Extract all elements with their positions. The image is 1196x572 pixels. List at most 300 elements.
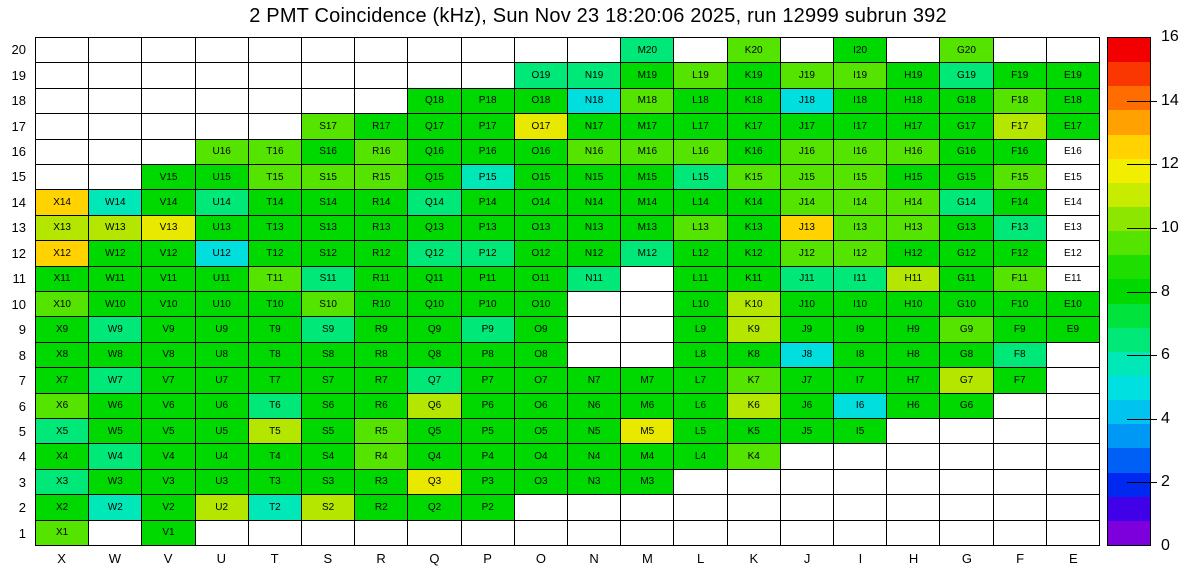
pmt-cell-T13: T13 (249, 216, 302, 241)
colorbar-band (1108, 304, 1150, 328)
pmt-cell-X1: X1 (36, 521, 89, 546)
pmt-cell-T16: T16 (249, 140, 302, 165)
empty-cell (36, 63, 89, 88)
pmt-cell-U3: U3 (196, 470, 249, 495)
empty-cell (142, 114, 195, 139)
pmt-cell-O9: O9 (515, 317, 568, 342)
colorbar-band (1108, 424, 1150, 448)
pmt-cell-U16: U16 (196, 140, 249, 165)
empty-cell (621, 292, 674, 317)
y-tick-label: 2 (18, 500, 26, 516)
empty-cell (355, 89, 408, 114)
pmt-cell-O5: O5 (515, 419, 568, 444)
empty-cell (89, 140, 142, 165)
pmt-cell-P17: P17 (462, 114, 515, 139)
empty-cell (994, 419, 1047, 444)
pmt-cell-U5: U5 (196, 419, 249, 444)
pmt-cell-U15: U15 (196, 165, 249, 190)
pmt-cell-I14: I14 (834, 190, 887, 215)
y-tick-label: 3 (18, 474, 26, 490)
x-tick-label: F (1016, 550, 1025, 566)
empty-cell (196, 89, 249, 114)
pmt-cell-W5: W5 (89, 419, 142, 444)
y-tick-label: 17 (11, 118, 26, 134)
pmt-cell-M5: M5 (621, 419, 674, 444)
empty-cell (1047, 38, 1100, 63)
empty-cell (515, 495, 568, 520)
empty-cell (36, 89, 89, 114)
empty-cell (142, 140, 195, 165)
pmt-cell-K4: K4 (728, 444, 781, 469)
pmt-cell-X4: X4 (36, 444, 89, 469)
pmt-cell-O13: O13 (515, 216, 568, 241)
pmt-cell-R4: R4 (355, 444, 408, 469)
y-tick-label: 15 (11, 169, 26, 185)
pmt-cell-T15: T15 (249, 165, 302, 190)
pmt-cell-W8: W8 (89, 343, 142, 368)
empty-cell (674, 521, 727, 546)
plot-title: 2 PMT Coincidence (kHz), Sun Nov 23 18:20:06 2025, run 12999 subrun 392 (249, 5, 947, 27)
pmt-cell-Q4: Q4 (408, 444, 461, 469)
pmt-cell-E18: E18 (1047, 89, 1100, 114)
pmt-cell-K20: K20 (728, 38, 781, 63)
pmt-cell-W6: W6 (89, 394, 142, 419)
pmt-cell-F17: F17 (994, 114, 1047, 139)
pmt-cell-M17: M17 (621, 114, 674, 139)
pmt-cell-W14: W14 (89, 190, 142, 215)
pmt-cell-I9: I9 (834, 317, 887, 342)
x-tick-label: X (57, 550, 66, 566)
pmt-cell-W13: W13 (89, 216, 142, 241)
pmt-cell-O8: O8 (515, 343, 568, 368)
pmt-cell-H17: H17 (887, 114, 940, 139)
pmt-cell-V3: V3 (142, 470, 195, 495)
pmt-cell-U11: U11 (196, 267, 249, 292)
pmt-cell-O7: O7 (515, 368, 568, 393)
empty-cell (196, 521, 249, 546)
empty-cell (408, 38, 461, 63)
pmt-cell-P12: P12 (462, 241, 515, 266)
empty-cell (196, 63, 249, 88)
empty-cell (568, 495, 621, 520)
pmt-cell-J5: J5 (781, 419, 834, 444)
pmt-cell-P5: P5 (462, 419, 515, 444)
pmt-cell-K18: K18 (728, 89, 781, 114)
x-tick-label: R (376, 550, 386, 566)
pmt-cell-O15: O15 (515, 165, 568, 190)
pmt-cell-O12: O12 (515, 241, 568, 266)
pmt-cell-E19: E19 (1047, 63, 1100, 88)
pmt-cell-G13: G13 (940, 216, 993, 241)
pmt-cell-X10: X10 (36, 292, 89, 317)
pmt-cell-N12: N12 (568, 241, 621, 266)
pmt-cell-P2: P2 (462, 495, 515, 520)
pmt-cell-J14: J14 (781, 190, 834, 215)
pmt-cell-G15: G15 (940, 165, 993, 190)
pmt-cell-E16: E16 (1047, 140, 1100, 165)
pmt-cell-R13: R13 (355, 216, 408, 241)
empty-cell (994, 38, 1047, 63)
pmt-cell-S9: S9 (302, 317, 355, 342)
pmt-cell-R3: R3 (355, 470, 408, 495)
pmt-cell-Q9: Q9 (408, 317, 461, 342)
empty-cell (1047, 521, 1100, 546)
empty-cell (568, 38, 621, 63)
empty-cell (994, 495, 1047, 520)
pmt-cell-U13: U13 (196, 216, 249, 241)
pmt-cell-X9: X9 (36, 317, 89, 342)
empty-cell (621, 521, 674, 546)
empty-cell (781, 495, 834, 520)
empty-cell (1047, 495, 1100, 520)
pmt-cell-U2: U2 (196, 495, 249, 520)
pmt-cell-N15: N15 (568, 165, 621, 190)
pmt-cell-I13: I13 (834, 216, 887, 241)
pmt-cell-F15: F15 (994, 165, 1047, 190)
pmt-cell-Q10: Q10 (408, 292, 461, 317)
pmt-cell-H10: H10 (887, 292, 940, 317)
pmt-cell-I6: I6 (834, 394, 887, 419)
y-tick-label: 13 (11, 220, 26, 236)
pmt-cell-E15: E15 (1047, 165, 1100, 190)
pmt-cell-Q11: Q11 (408, 267, 461, 292)
pmt-cell-H16: H16 (887, 140, 940, 165)
pmt-cell-J10: J10 (781, 292, 834, 317)
pmt-cell-F19: F19 (994, 63, 1047, 88)
empty-cell (515, 38, 568, 63)
empty-cell (1047, 444, 1100, 469)
pmt-cell-J19: J19 (781, 63, 834, 88)
pmt-cell-F9: F9 (994, 317, 1047, 342)
empty-cell (142, 38, 195, 63)
pmt-cell-T8: T8 (249, 343, 302, 368)
pmt-cell-V4: V4 (142, 444, 195, 469)
empty-cell (994, 444, 1047, 469)
y-tick-label: 6 (18, 398, 26, 414)
pmt-cell-K19: K19 (728, 63, 781, 88)
pmt-cell-G11: G11 (940, 267, 993, 292)
pmt-cell-S16: S16 (302, 140, 355, 165)
pmt-cell-T3: T3 (249, 470, 302, 495)
empty-cell (1047, 470, 1100, 495)
empty-cell (621, 317, 674, 342)
x-axis-column-labels (35, 549, 1100, 567)
pmt-cell-L12: L12 (674, 241, 727, 266)
pmt-cell-V11: V11 (142, 267, 195, 292)
pmt-cell-S10: S10 (302, 292, 355, 317)
pmt-cell-E9: E9 (1047, 317, 1100, 342)
pmt-cell-U7: U7 (196, 368, 249, 393)
pmt-cell-Q5: Q5 (408, 419, 461, 444)
pmt-cell-S6: S6 (302, 394, 355, 419)
pmt-cell-V15: V15 (142, 165, 195, 190)
pmt-cell-P14: P14 (462, 190, 515, 215)
pmt-cell-O4: O4 (515, 444, 568, 469)
pmt-cell-Q14: Q14 (408, 190, 461, 215)
pmt-cell-J6: J6 (781, 394, 834, 419)
colorbar-tick-label: 4 (1161, 409, 1170, 427)
empty-cell (621, 267, 674, 292)
empty-cell (462, 38, 515, 63)
pmt-cell-H15: H15 (887, 165, 940, 190)
pmt-cell-X6: X6 (36, 394, 89, 419)
empty-cell (36, 165, 89, 190)
pmt-cell-V8: V8 (142, 343, 195, 368)
pmt-cell-E11: E11 (1047, 267, 1100, 292)
pmt-cell-F8: F8 (994, 343, 1047, 368)
pmt-cell-K13: K13 (728, 216, 781, 241)
pmt-cell-I20: I20 (834, 38, 887, 63)
pmt-cell-V9: V9 (142, 317, 195, 342)
colorbar-band (1108, 376, 1150, 400)
empty-cell (89, 114, 142, 139)
empty-cell (142, 63, 195, 88)
pmt-cell-M14: M14 (621, 190, 674, 215)
colorbar-tick-label: 14 (1161, 91, 1179, 109)
colorbar-band (1108, 521, 1150, 545)
pmt-cell-L17: L17 (674, 114, 727, 139)
empty-cell (36, 38, 89, 63)
pmt-cell-E17: E17 (1047, 114, 1100, 139)
pmt-cell-O18: O18 (515, 89, 568, 114)
pmt-cell-M19: M19 (621, 63, 674, 88)
empty-cell (674, 38, 727, 63)
y-axis-row-labels (0, 37, 30, 546)
pmt-cell-H8: H8 (887, 343, 940, 368)
pmt-cell-Q8: Q8 (408, 343, 461, 368)
empty-cell (568, 521, 621, 546)
pmt-cell-P9: P9 (462, 317, 515, 342)
empty-cell (621, 495, 674, 520)
empty-cell (89, 38, 142, 63)
pmt-cell-R12: R12 (355, 241, 408, 266)
pmt-cell-E10: E10 (1047, 292, 1100, 317)
pmt-cell-U12: U12 (196, 241, 249, 266)
empty-cell (994, 521, 1047, 546)
pmt-cell-L6: L6 (674, 394, 727, 419)
pmt-cell-F11: F11 (994, 267, 1047, 292)
x-tick-label: O (535, 550, 546, 566)
pmt-cell-R7: R7 (355, 368, 408, 393)
pmt-cell-U9: U9 (196, 317, 249, 342)
colorbar-band (1108, 231, 1150, 255)
pmt-cell-J13: J13 (781, 216, 834, 241)
pmt-cell-O19: O19 (515, 63, 568, 88)
empty-cell (940, 470, 993, 495)
pmt-cell-P7: P7 (462, 368, 515, 393)
pmt-cell-M16: M16 (621, 140, 674, 165)
pmt-cell-Q18: Q18 (408, 89, 461, 114)
colorbar-band (1108, 207, 1150, 231)
pmt-cell-O17: O17 (515, 114, 568, 139)
empty-cell (196, 38, 249, 63)
pmt-cell-W2: W2 (89, 495, 142, 520)
pmt-cell-V10: V10 (142, 292, 195, 317)
empty-cell (462, 63, 515, 88)
pmt-cell-M13: M13 (621, 216, 674, 241)
empty-cell (994, 394, 1047, 419)
colorbar-band (1108, 473, 1150, 497)
pmt-cell-F14: F14 (994, 190, 1047, 215)
pmt-cell-Q13: Q13 (408, 216, 461, 241)
colorbar-band (1108, 400, 1150, 424)
empty-cell (89, 165, 142, 190)
empty-cell (674, 470, 727, 495)
empty-cell (36, 140, 89, 165)
pmt-cell-I12: I12 (834, 241, 887, 266)
pmt-cell-N17: N17 (568, 114, 621, 139)
pmt-cell-F12: F12 (994, 241, 1047, 266)
pmt-cell-U4: U4 (196, 444, 249, 469)
pmt-cell-V5: V5 (142, 419, 195, 444)
pmt-cell-J16: J16 (781, 140, 834, 165)
pmt-cell-O10: O10 (515, 292, 568, 317)
pmt-cell-I19: I19 (834, 63, 887, 88)
y-tick-label: 7 (18, 373, 26, 389)
pmt-cell-S7: S7 (302, 368, 355, 393)
pmt-cell-R9: R9 (355, 317, 408, 342)
pmt-cell-P16: P16 (462, 140, 515, 165)
empty-cell (568, 292, 621, 317)
pmt-cell-O11: O11 (515, 267, 568, 292)
empty-cell (355, 38, 408, 63)
pmt-cell-E14: E14 (1047, 190, 1100, 215)
pmt-cell-T10: T10 (249, 292, 302, 317)
y-tick-label: 1 (18, 525, 26, 541)
pmt-cell-J11: J11 (781, 267, 834, 292)
pmt-cell-T2: T2 (249, 495, 302, 520)
pmt-cell-V1: V1 (142, 521, 195, 546)
empty-cell (834, 444, 887, 469)
pmt-cell-X5: X5 (36, 419, 89, 444)
pmt-cell-Q2: Q2 (408, 495, 461, 520)
pmt-cell-J12: J12 (781, 241, 834, 266)
empty-cell (781, 444, 834, 469)
x-tick-label: I (858, 550, 863, 566)
x-tick-label: K (749, 550, 759, 566)
pmt-cell-V2: V2 (142, 495, 195, 520)
pmt-cell-K17: K17 (728, 114, 781, 139)
pmt-cell-I16: I16 (834, 140, 887, 165)
colorbar-tick-label: 8 (1161, 282, 1170, 300)
pmt-cell-G6: G6 (940, 394, 993, 419)
pmt-cell-H18: H18 (887, 89, 940, 114)
empty-cell (834, 495, 887, 520)
pmt-cell-H13: H13 (887, 216, 940, 241)
pmt-cell-W11: W11 (89, 267, 142, 292)
pmt-cell-S12: S12 (302, 241, 355, 266)
empty-cell (196, 114, 249, 139)
pmt-cell-L4: L4 (674, 444, 727, 469)
y-tick-label: 9 (18, 322, 26, 338)
pmt-cell-P4: P4 (462, 444, 515, 469)
colorbar-tick-label: 10 (1161, 218, 1179, 236)
pmt-cell-H9: H9 (887, 317, 940, 342)
pmt-cell-P11: P11 (462, 267, 515, 292)
pmt-cell-Q12: Q12 (408, 241, 461, 266)
empty-cell (781, 38, 834, 63)
x-tick-label: T (270, 550, 279, 566)
pmt-cell-N5: N5 (568, 419, 621, 444)
empty-cell (462, 521, 515, 546)
pmt-cell-K14: K14 (728, 190, 781, 215)
pmt-cell-H14: H14 (887, 190, 940, 215)
pmt-cell-R10: R10 (355, 292, 408, 317)
pmt-cell-T5: T5 (249, 419, 302, 444)
x-tick-label: G (961, 550, 972, 566)
pmt-cell-N14: N14 (568, 190, 621, 215)
y-tick-label: 8 (18, 347, 26, 363)
y-tick-label: 11 (12, 271, 26, 287)
pmt-cell-H11: H11 (887, 267, 940, 292)
pmt-cell-T14: T14 (249, 190, 302, 215)
pmt-cell-Q3: Q3 (408, 470, 461, 495)
pmt-cell-E13: E13 (1047, 216, 1100, 241)
pmt-cell-S5: S5 (302, 419, 355, 444)
pmt-cell-H7: H7 (887, 368, 940, 393)
colorbar-band (1108, 110, 1150, 134)
pmt-cell-V7: V7 (142, 368, 195, 393)
pmt-cell-V6: V6 (142, 394, 195, 419)
pmt-cell-J17: J17 (781, 114, 834, 139)
pmt-cell-G20: G20 (940, 38, 993, 63)
pmt-cell-R11: R11 (355, 267, 408, 292)
colorbar-band (1108, 38, 1150, 62)
pmt-cell-M6: M6 (621, 394, 674, 419)
x-tick-label: H (908, 550, 919, 566)
pmt-cell-G9: G9 (940, 317, 993, 342)
pmt-cell-Q17: Q17 (408, 114, 461, 139)
x-tick-label: M (641, 550, 653, 566)
pmt-cell-F18: F18 (994, 89, 1047, 114)
pmt-cell-S2: S2 (302, 495, 355, 520)
pmt-cell-W9: W9 (89, 317, 142, 342)
pmt-cell-V14: V14 (142, 190, 195, 215)
pmt-cell-K5: K5 (728, 419, 781, 444)
pmt-cell-T12: T12 (249, 241, 302, 266)
pmt-cell-M18: M18 (621, 89, 674, 114)
pmt-cell-L5: L5 (674, 419, 727, 444)
empty-cell (355, 63, 408, 88)
pmt-cell-S15: S15 (302, 165, 355, 190)
empty-cell (728, 495, 781, 520)
pmt-cell-K6: K6 (728, 394, 781, 419)
colorbar-tick-label: 12 (1161, 155, 1179, 173)
pmt-cell-O3: O3 (515, 470, 568, 495)
pmt-cell-T4: T4 (249, 444, 302, 469)
pmt-cell-S17: S17 (302, 114, 355, 139)
empty-cell (887, 419, 940, 444)
pmt-cell-P10: P10 (462, 292, 515, 317)
pmt-cell-N18: N18 (568, 89, 621, 114)
y-tick-label: 12 (11, 245, 26, 261)
empty-cell (249, 89, 302, 114)
pmt-cell-W4: W4 (89, 444, 142, 469)
pmt-cell-I17: I17 (834, 114, 887, 139)
x-tick-label: Q (429, 550, 440, 566)
pmt-cell-P8: P8 (462, 343, 515, 368)
colorbar-tick-label: 6 (1161, 346, 1170, 364)
colorbar-band (1108, 135, 1150, 159)
pmt-cell-G7: G7 (940, 368, 993, 393)
pmt-cell-G16: G16 (940, 140, 993, 165)
empty-cell (781, 521, 834, 546)
y-tick-label: 19 (11, 67, 26, 83)
pmt-cell-L15: L15 (674, 165, 727, 190)
pmt-cell-F7: F7 (994, 368, 1047, 393)
pmt-cell-I7: I7 (834, 368, 887, 393)
colorbar-band (1108, 62, 1150, 86)
